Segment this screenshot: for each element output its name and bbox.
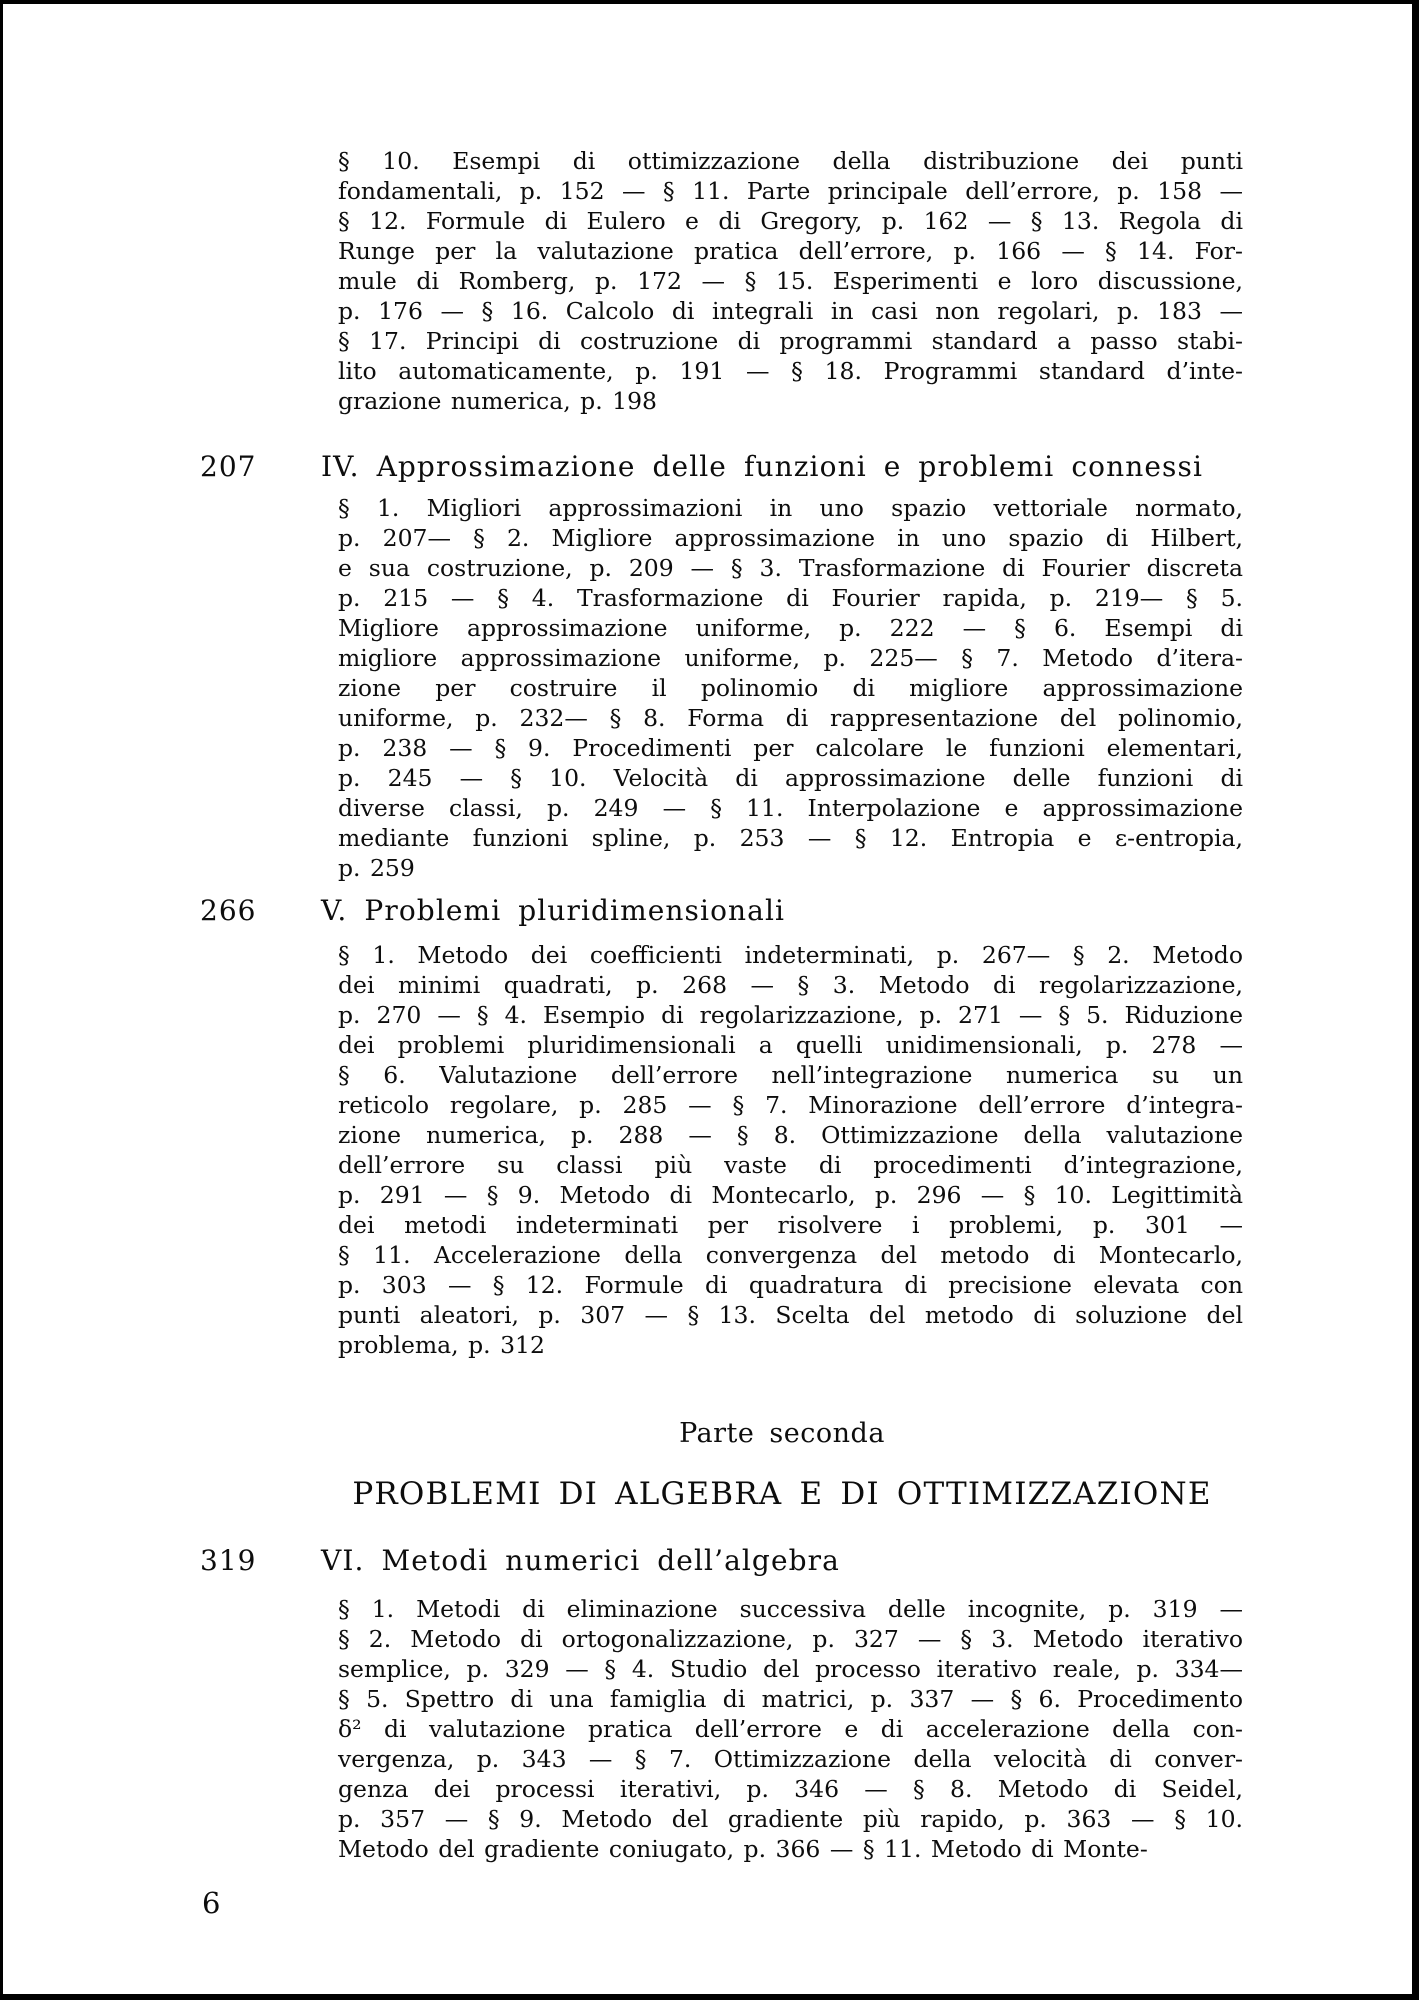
toc-entry-line: zione numerica, p. 288 — § 8. Ottimizzazione della valutazione <box>338 1121 1243 1149</box>
chapter-sections-4 <box>338 493 1243 883</box>
toc-entry-line: uniforme, p. 232— § 8. Forma di rappresentazione del polinomio, <box>338 704 1243 732</box>
toc-entry-line: § 2. Metodo di ortogonalizzazione, p. 327 — § 3. Metodo iterativo <box>338 1625 1243 1653</box>
toc-entry-line: § 17. Principi di costruzione di programmi standard a passo stabi- <box>338 327 1243 355</box>
toc-entry-line: reticolo regolare, p. 285 — § 7. Minorazione dell’errore d’integra- <box>338 1091 1243 1119</box>
toc-entry-line: fondamentali, p. 152 — § 11. Parte principale dell’errore, p. 158 — <box>338 177 1243 205</box>
toc-entry-line: § 6. Valutazione dell’errore nell’integrazione numerica su un <box>338 1061 1243 1089</box>
toc-entry-line: p. 270 — § 4. Esempio di regolarizzazione, p. 271 — § 5. Riduzione <box>338 1001 1243 1029</box>
toc-entry-line: genza dei processi iterativi, p. 346 — § 8. Metodo di Seidel, <box>338 1775 1243 1803</box>
toc-entry-line: lito automaticamente, p. 191 — § 18. Programmi standard d’inte- <box>338 357 1243 385</box>
chapter-heading-5 <box>200 893 1243 929</box>
toc-entry-line: § 12. Formule di Eulero e di Gregory, p. 162 — § 13. Regola di <box>338 207 1243 235</box>
part-title: PROBLEMI DI ALGEBRA E DI OTTIMIZZAZIONE <box>352 1476 1212 1512</box>
toc-continuation-block <box>338 146 1243 416</box>
toc-entry-line: p. 357 — § 9. Metodo del gradiente più rapido, p. 363 — § 10. <box>338 1805 1243 1833</box>
chapter-heading-4 <box>200 449 1243 485</box>
chapter-title: IV. Approssimazione delle funzioni e problemi connessi <box>321 450 1204 483</box>
part-label: Parte seconda <box>679 1418 885 1449</box>
chapter-title: VI. Metodi numerici dell’algebra <box>321 1544 840 1577</box>
toc-entry-line: Migliore approssimazione uniforme, p. 222 — § 6. Esempi di <box>338 614 1243 642</box>
chapter-sections-6 <box>338 1594 1243 1864</box>
toc-entry-line: p. 259 <box>338 854 415 882</box>
toc-entry-line: punti aleatori, p. 307 — § 13. Scelta del metodo di soluzione del <box>338 1301 1243 1329</box>
toc-entry-line: p. 238 — § 9. Procedimenti per calcolare le funzioni elementari, <box>338 734 1243 762</box>
toc-entry-line: p. 176 — § 16. Calcolo di integrali in casi non regolari, p. 183 — <box>338 297 1243 325</box>
toc-entry-line: § 1. Metodo dei coefficienti indeterminati, p. 267— § 2. Metodo <box>338 941 1243 969</box>
toc-entry-line: semplice, p. 329 — § 4. Studio del processo iterativo reale, p. 334— <box>338 1655 1243 1683</box>
toc-entry-line: zione per costruire il polinomio di migliore approssimazione <box>338 674 1243 702</box>
toc-entry-line: p. 245 — § 10. Velocità di approssimazione delle funzioni di <box>338 764 1243 792</box>
toc-entry-line: mediante funzioni spline, p. 253 — § 12. Entropia e ε-entropia, <box>338 824 1243 852</box>
part-divider-label-box <box>321 1418 1243 1449</box>
toc-entry-line: p. 215 — § 4. Trasformazione di Fourier rapida, p. 219— § 5. <box>338 584 1243 612</box>
toc-entry-line: migliore approssimazione uniforme, p. 225— § 7. Metodo d’itera- <box>338 644 1243 672</box>
toc-entry-line: Metodo del gradiente coniugato, p. 366 — § 11. Metodo di Monte- <box>338 1835 1148 1863</box>
toc-entry-line: dei metodi indeterminati per risolvere i problemi, p. 301 — <box>338 1211 1243 1239</box>
chapter-heading-6 <box>200 1543 1243 1579</box>
toc-entry-line: dei minimi quadrati, p. 268 — § 3. Metodo di regolarizzazione, <box>338 971 1243 999</box>
toc-entry-line: Runge per la valutazione pratica dell’errore, p. 166 — § 14. For- <box>338 237 1243 265</box>
toc-entry-line: § 11. Accelerazione della convergenza del metodo di Montecarlo, <box>338 1241 1243 1269</box>
chapter-page-number: 319 <box>200 1544 257 1577</box>
chapter-title: V. Problemi pluridimensionali <box>321 894 786 927</box>
toc-entry-line: δ² di valutazione pratica dell’errore e di accelerazione della con- <box>338 1715 1243 1743</box>
toc-entry-line: dell’errore su classi più vaste di procedimenti d’integrazione, <box>338 1151 1243 1179</box>
toc-entry-line: e sua costruzione, p. 209 — § 3. Trasformazione di Fourier discreta <box>338 554 1243 582</box>
part-divider-title-box <box>321 1476 1243 1512</box>
chapter-page-number: 207 <box>200 450 257 483</box>
toc-entry-line: diverse classi, p. 249 — § 11. Interpolazione e approssimazione <box>338 794 1243 822</box>
toc-entry-line: grazione numerica, p. 198 <box>338 387 658 415</box>
toc-entry-line: § 10. Esempi di ottimizzazione della distribuzione dei punti <box>338 147 1243 175</box>
chapter-sections-5 <box>338 940 1243 1360</box>
toc-entry-line: mule di Romberg, p. 172 — § 15. Esperimenti e loro discussione, <box>338 267 1243 295</box>
toc-entry-line: p. 291 — § 9. Metodo di Montecarlo, p. 296 — § 10. Legittimità <box>338 1181 1243 1209</box>
toc-entry-line: § 1. Metodi di eliminazione successiva delle incognite, p. 319 — <box>338 1595 1243 1623</box>
toc-entry-line: vergenza, p. 343 — § 7. Ottimizzazione della velocità di conver- <box>338 1745 1243 1773</box>
toc-entry-line: problema, p. 312 <box>338 1331 545 1359</box>
toc-entry-line: p. 207— § 2. Migliore approssimazione in uno spazio di Hilbert, <box>338 524 1243 552</box>
chapter-page-number: 266 <box>200 894 257 927</box>
toc-entry-line: § 5. Spettro di una famiglia di matrici, p. 337 — § 6. Procedimento <box>338 1685 1243 1713</box>
toc-entry-line: p. 303 — § 12. Formule di quadratura di precisione elevata con <box>338 1271 1243 1299</box>
page-number: 6 <box>202 1886 221 1920</box>
toc-entry-line: dei problemi pluridimensionali a quelli unidimensionali, p. 278 — <box>338 1031 1243 1059</box>
toc-entry-line: § 1. Migliori approssimazioni in uno spazio vettoriale normato, <box>338 494 1243 522</box>
